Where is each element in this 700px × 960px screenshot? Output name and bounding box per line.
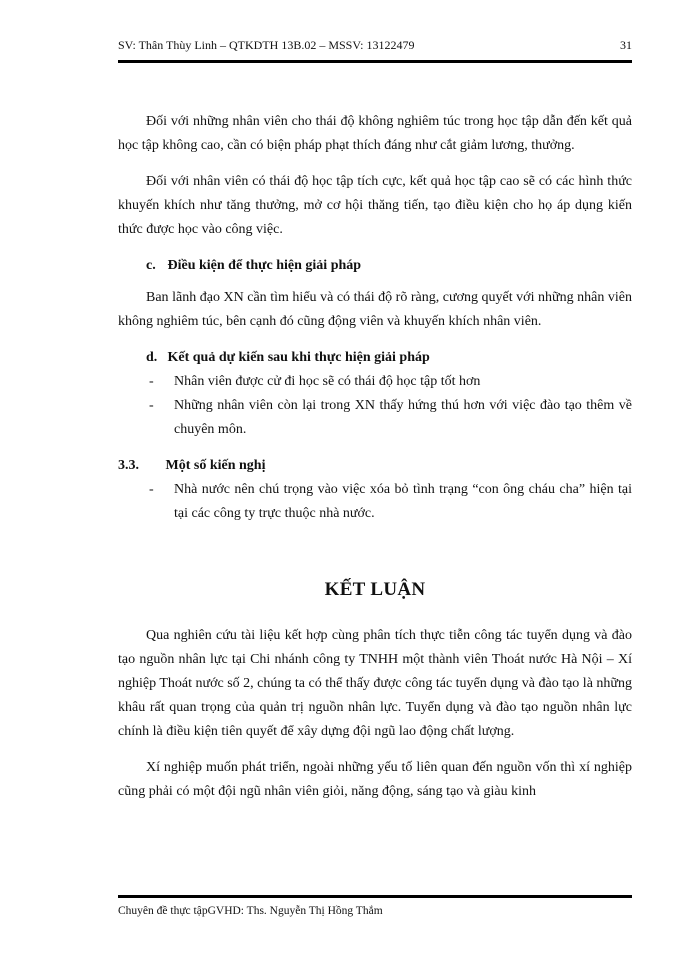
footer-divider — [118, 895, 632, 898]
conclusion-title: KẾT LUẬN — [324, 579, 426, 600]
header-student-info: SV: Thân Thùy Linh – QTKDTH 13B.02 – MSSV: 13122479 — [118, 38, 415, 52]
heading-c-marker: c. — [146, 258, 156, 273]
header-divider — [118, 60, 632, 63]
paragraph-incentive: Đối với nhân viên có thái độ học tập tích cực, kết quả học tập cao sẽ có các hình thức khuyến khích như tăng thưởng, mở cơ hội thăng tiến, tạo điều kiện cho họ áp dụng kiến thức được học vào công việc. — [118, 174, 632, 237]
heading-d-text: Kết quả dự kiến sau khi thực hiện giải pháp — [167, 350, 430, 365]
expected-results-list — [118, 370, 632, 442]
heading-d-marker: d. — [146, 350, 158, 365]
paragraph-management: Ban lãnh đạo XN cần tìm hiểu và có thái độ rõ ràng, cương quyết với những nhân viên không nghiêm túc, bên cạnh đó cũng động viên và khuyến khích nhân viên. — [118, 290, 632, 329]
paragraph-conclusion: Qua nghiên cứu tài liệu kết hợp cùng phân tích thực tiễn công tác tuyển dụng và đào tạo nguồn nhân lực tại Chi nhánh công ty TNHH một thành viên Thoát nước Hà Nội – Xí nghiệp Thoát nước số 2, chúng ta có thể thấy được công tác tuyển dụng và đào tạo là những khâu rất quan trọng của quản trị nguồn nhân lực. Tuyển dụng và đào tạo nguồn nhân lực chính là điều kiện tiên quyết để xây dựng đội ngũ lao động chất lượng. — [118, 628, 632, 739]
page-number: 31 — [620, 38, 632, 52]
list-item: - Nhân viên được cử đi học sẽ có thái độ học tập tốt hơn — [118, 370, 632, 394]
heading-c — [118, 254, 632, 278]
list-item: - Những nhân viên còn lại trong XN thấy hứng thú hơn với việc đào tạo thêm về chuyên môn. — [118, 394, 632, 442]
list-item: - Nhà nước nên chú trọng vào việc xóa bỏ tình trạng “con ông cháu cha” hiện tại tại các công ty trực thuộc nhà nước. — [118, 478, 632, 526]
recommendations-list — [118, 478, 632, 526]
paragraph-development: Xí nghiệp muốn phát triển, ngoài những yếu tố liên quan đến nguồn vốn thì xí nghiệp cũng phải có một đội ngũ nhân viên giỏi, năng động, sáng tạo và giàu kinh — [118, 760, 632, 799]
document-body — [118, 110, 632, 804]
page-footer: Chuyên đề thực tậpGVHD: Ths. Nguyễn Thị Hồng Thắm — [118, 905, 383, 917]
heading-c-text: Điều kiện để thực hiện giải pháp — [167, 258, 362, 273]
section-heading — [118, 454, 632, 478]
section-number: 3.3. — [118, 458, 139, 473]
heading-d — [118, 346, 632, 370]
section-title: Một số kiến nghị — [165, 458, 266, 473]
page-header — [118, 38, 632, 60]
paragraph-penalty: Đối với những nhân viên cho thái độ không nghiêm túc trong học tập dẫn đến kết quả học tập không cao, cần có biện pháp phạt thích đáng như cắt giảm lương, thưởng. — [118, 114, 632, 153]
